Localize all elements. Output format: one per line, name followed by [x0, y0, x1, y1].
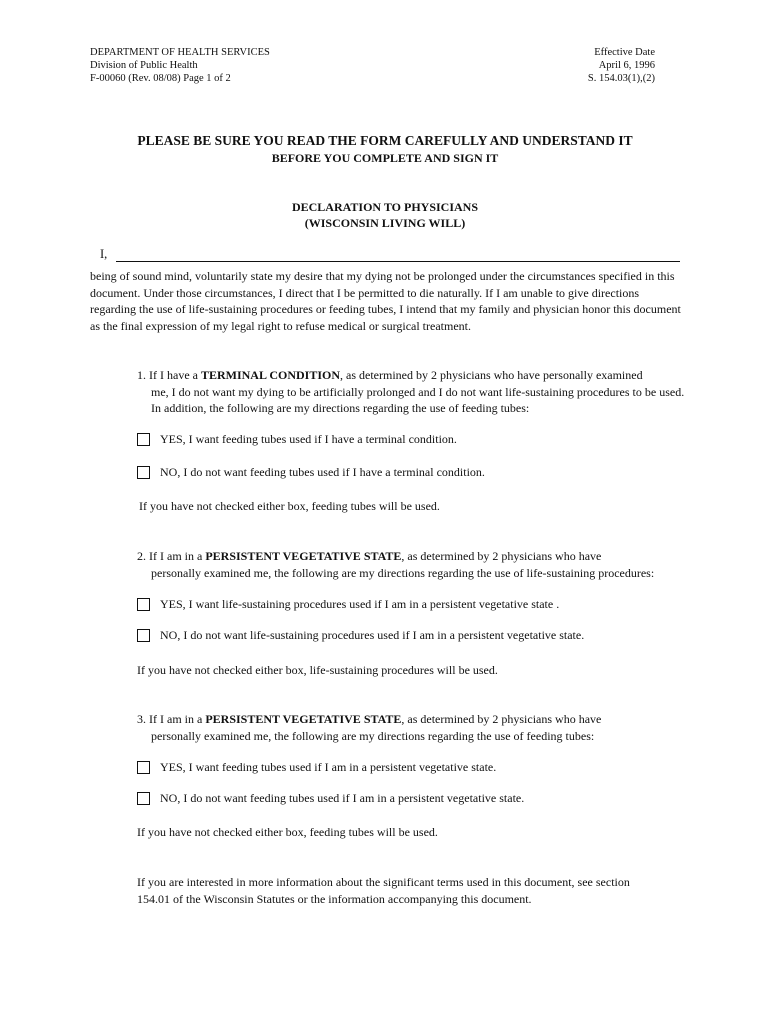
section-1-yes-checkbox[interactable] — [137, 433, 150, 446]
section-3-yes-option — [137, 760, 496, 775]
department-name: DEPARTMENT OF HEALTH SERVICES — [90, 47, 270, 58]
persistent-vegetative-state-term: PERSISTENT VEGETATIVE STATE — [205, 712, 402, 726]
warning-line-1: PLEASE BE SURE YOU READ THE FORM CAREFULLY AND UNDERSTAND IT — [137, 133, 633, 148]
warning-line-2: BEFORE YOU COMPLETE AND SIGN IT — [271, 151, 499, 165]
declarant-name-field[interactable] — [116, 261, 680, 262]
section-1-yes-label: YES, I want feeding tubes used if I have a terminal condition. — [160, 432, 457, 446]
section-2-yes-checkbox[interactable] — [137, 598, 150, 611]
section-2-text: 2. If I am in a PERSISTENT VEGETATIVE STATE, as determined by 2 physicians who have personally examined me, the following are my directions regarding the use of life-sustaining procedures: — [137, 549, 655, 580]
statute-reference: S. 154.03(1),(2) — [587, 73, 655, 84]
division-name: Division of Public Health — [90, 60, 198, 71]
section-1-yes-option — [137, 432, 457, 447]
section-2-no-label: NO, I do not want life-sustaining procedures used if I am in a persistent vegetative state. — [160, 628, 585, 642]
form-title: DECLARATION TO PHYSICIANS — [291, 200, 479, 214]
section-3-no-label: NO, I do not want feeding tubes used if I am in a persistent vegetative state. — [160, 791, 525, 805]
section-3-text: 3. If I am in a PERSISTENT VEGETATIVE STATE, as determined by 2 physicians who have personally examined me, the following are my directions regarding the use of feeding tubes: — [137, 712, 602, 743]
header-left — [90, 46, 270, 85]
declarant-label: I, — [100, 247, 108, 261]
section-1-no-checkbox[interactable] — [137, 466, 150, 479]
form-subtitle: (WISCONSIN LIVING WILL) — [304, 216, 466, 230]
section-2-yes-label: YES, I want life-sustaining procedures used if I am in a persistent vegetative state . — [160, 597, 560, 611]
section-3-no-checkbox[interactable] — [137, 792, 150, 805]
section-3-yes-checkbox[interactable] — [137, 761, 150, 774]
section-1-note: If you have not checked either box, feeding tubes will be used. — [139, 499, 440, 513]
section-3-yes-label: YES, I want feeding tubes used if I am in a persistent vegetative state. — [160, 760, 497, 774]
section-3-no-option — [137, 791, 524, 806]
section-2-no-option — [137, 628, 584, 643]
section-1-text: 1. If I have a TERMINAL CONDITION, as determined by 2 physicians who have personally examined me, I do not want my dying to be artificially prolonged and I do not want life-sustaining procedures to be used. In addition, the following are my directions regarding the use of feeding tubes: — [137, 368, 685, 415]
footer-note: If you are interested in more information about the significant terms used in this document, see section 154.01 of the Wisconsin Statutes or the information accompanying this document. — [137, 875, 630, 906]
form-number: F-00060 (Rev. 08/08) Page 1 of 2 — [90, 73, 231, 84]
section-2-yes-option — [137, 597, 559, 612]
effective-date-label: Effective Date — [594, 47, 655, 58]
header-right — [588, 46, 655, 85]
section-1-no-option — [137, 465, 485, 480]
section-1-no-label: NO, I do not want feeding tubes used if I have a terminal condition. — [160, 465, 485, 479]
persistent-vegetative-state-term: PERSISTENT VEGETATIVE STATE — [205, 549, 402, 563]
effective-date: April 6, 1996 — [598, 60, 655, 71]
terminal-condition-term: TERMINAL CONDITION — [200, 368, 340, 382]
intro-paragraph: being of sound mind, voluntarily state my desire that my dying not be prolonged under the circumstances specified in this document. Under those circumstances, I direct that I be permitted to die naturally. If I am unable to give directions regarding the use of life-sustaining procedures or feeding tubes, I intend that my family and physician honor this document as the final expression of my legal right to refuse medical or surgical treatment. — [90, 269, 681, 333]
section-2-no-checkbox[interactable] — [137, 629, 150, 642]
section-3-note: If you have not checked either box, feeding tubes will be used. — [137, 825, 438, 839]
section-2-note: If you have not checked either box, life-sustaining procedures will be used. — [137, 663, 498, 677]
